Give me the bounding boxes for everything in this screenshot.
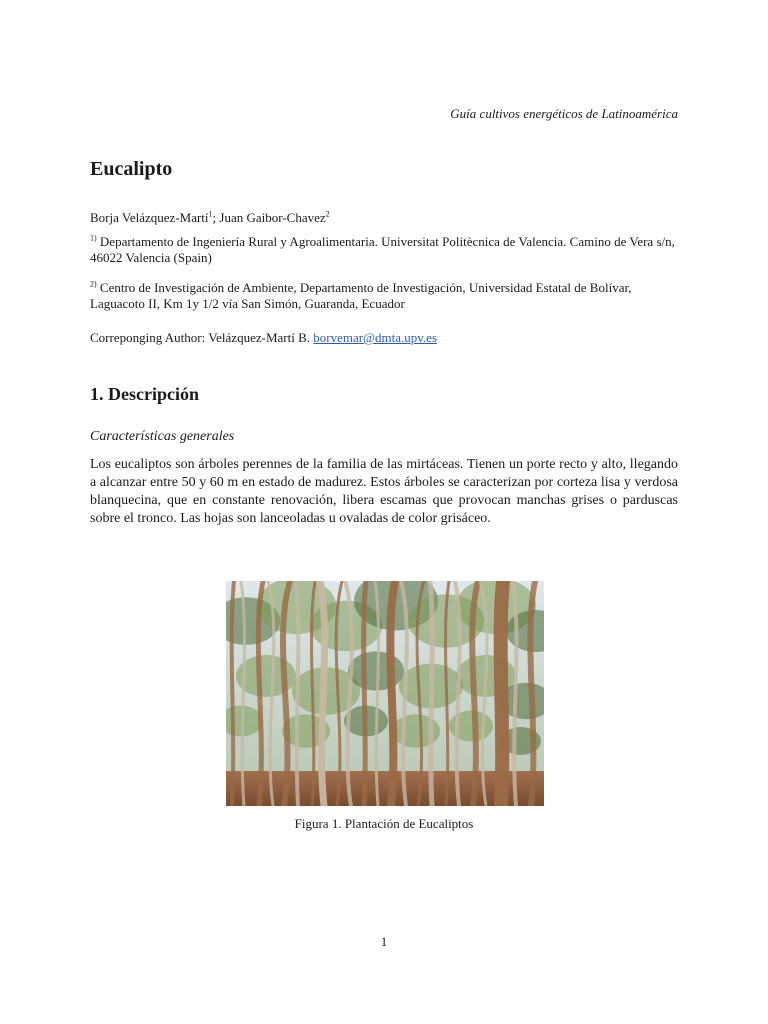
body-paragraph: Los eucaliptos son árboles perennes de la familia de las mirtáceas. Tienen un porte recto y alto, llegando a alcanzar entre 50 y 60 m en estado de madurez. Estos árboles se caracterizan por corteza lisa y verdosa blanquecina, que en constante renovación, libera escamas que provocan manchas grises o parduscas sobre el tronco. Las hojas son lanceoladas u ovaladas de color grisáceo.	[90, 457, 678, 526]
author-separator: ;	[212, 210, 220, 225]
affiliation-2-text: Centro de Investigación de Ambiente, Departamento de Investigación, Universidad Estatal de Bolívar, Laguacoto II, Km 1y 1/2 vía San Simón, Guaranda, Ecuador	[90, 280, 632, 311]
author-1-name: Borja Velázquez-Martí	[90, 210, 209, 225]
document-title: Eucalipto	[90, 158, 173, 180]
corresponding-author-label: Correponging Author: Velázquez-Martí B.	[90, 330, 314, 345]
subsection-heading: Características generales	[90, 429, 235, 444]
page-number: 1	[380, 934, 388, 949]
tree-trunk	[494, 581, 510, 806]
eucalyptus-plantation-photo	[226, 581, 544, 806]
affiliation-2	[90, 280, 678, 312]
author-2-mark: 2	[325, 209, 330, 219]
author-1-mark: 1	[208, 209, 213, 219]
corresponding-author	[90, 330, 437, 346]
corresponding-email-link[interactable]: borvemar@dmta.upv.es	[313, 330, 438, 345]
section-heading: 1. Descripción	[90, 384, 199, 404]
photo-illustration	[226, 581, 544, 806]
author-2-name: Juan Gaibor-Chavez	[219, 210, 326, 225]
affiliation-1-text: Departamento de Ingeniería Rural y Agroalimentaria. Universitat Politècnica de Valencia. Camino de Vera s/n, 46022 Valencia (Spain)	[90, 234, 675, 265]
affiliation-1-mark: 1)	[90, 233, 97, 243]
author-line	[90, 210, 330, 226]
affiliation-2-mark: 2)	[90, 279, 97, 289]
figure-caption: Figura 1. Plantación de Eucaliptos	[294, 816, 474, 831]
canopy-foliage	[348, 651, 404, 690]
affiliation-1	[90, 234, 678, 266]
running-head: Guía cultivos energéticos de Latinoamérica	[450, 106, 678, 121]
